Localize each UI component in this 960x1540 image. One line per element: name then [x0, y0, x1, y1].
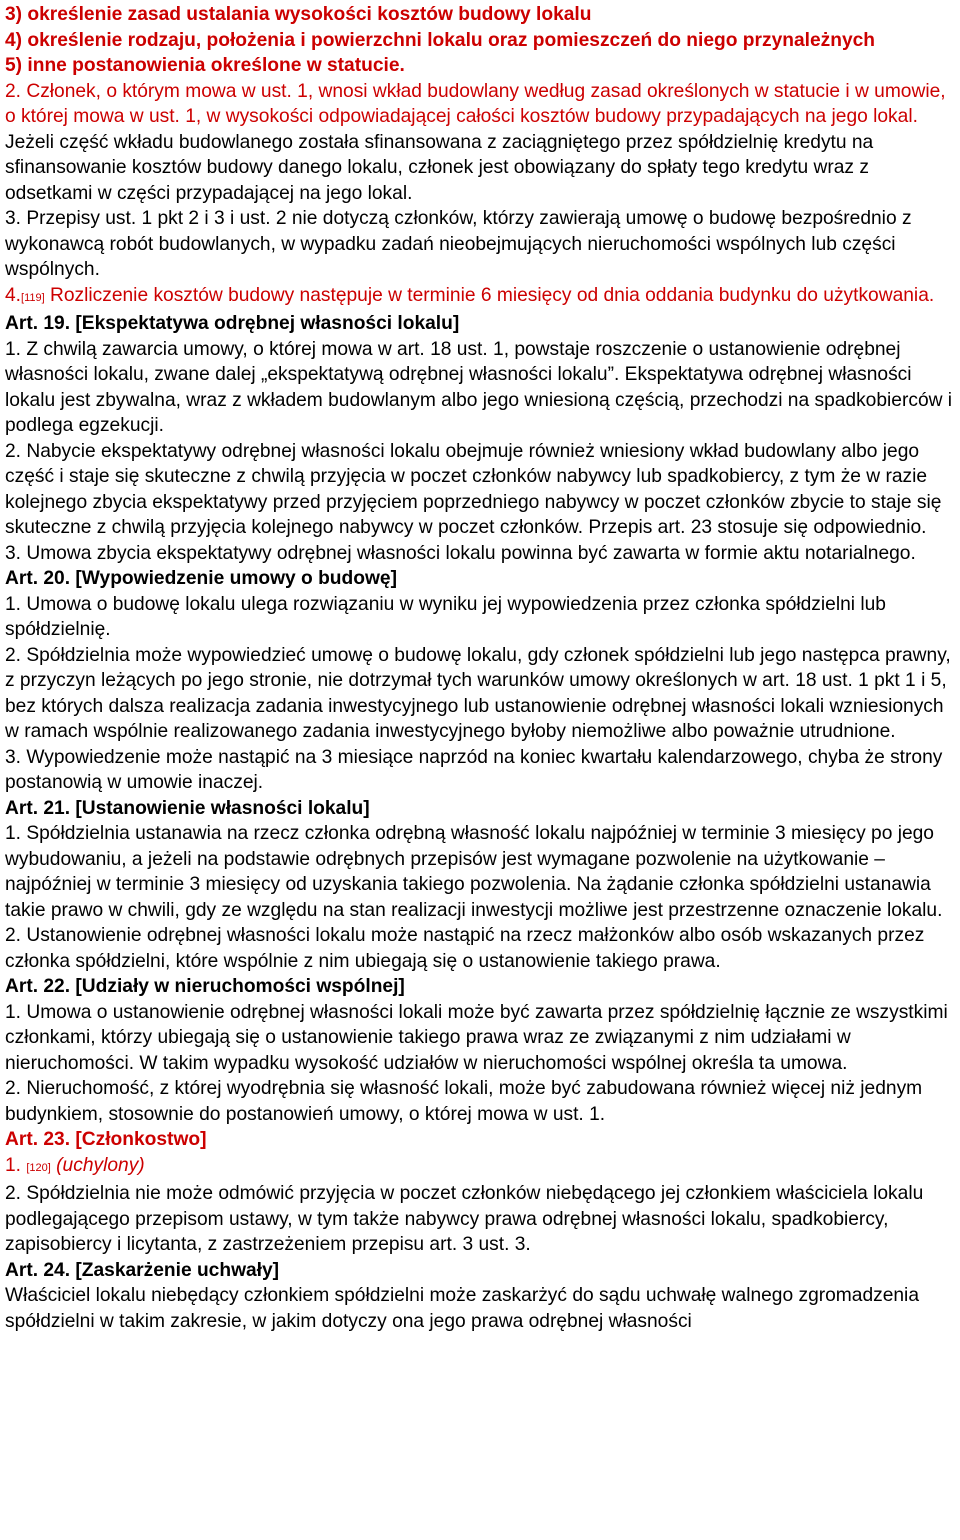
article-22-paragraph-1: 1. Umowa o ustanowienie odrębnej własności lokali może być zawarta przez spółdzielnię łącznie ze wszystkimi członkami, którzy ubiegają się o ustanowienie takiego prawa wraz ze związanymi z nim udziałami w nieruchomości. W takim wypadku wysokość udziałów w nieruchomości wspólnej określa ta umowa.	[5, 1001, 948, 1074]
article-20-paragraph-2: 2. Spółdzielnia może wypowiedzieć umowę o budowę lokalu, gdy członek spółdzielni lub jego następca prawny, z przyczyn leżących po jego stronie, nie dotrzymał tych warunków umowy określonych w art. 18 ust. 1 pkt 1 i 5, bez których dalsza realizacja zadania inwestycyjnego lub ustanowienie odrębnej własności lokali wzniesionych w ramach wspólnie realizowanego zadania inwestycyjnego byłoby niemożliwe albo poważnie utrudnione.	[5, 644, 951, 742]
paragraph-text: Rozliczenie kosztów budowy następuje w terminie 6 miesięcy od dnia oddania budynku do użytkowania.	[44, 284, 935, 306]
article-19-paragraph-2: 2. Nabycie ekspektatywy odrębnej własności lokalu obejmuje również wniesiony wkład budowlany albo jego część i staje się skuteczne z chwilą przyjęcia w poczet członków nabywcy lub spadkobiercy, z tym że w razie kolejnego zbycia ekspektatywy przed przyjęciem poprzedniego nabywcy w poczet członków zbycie to staje się skuteczne z chwilą przyjęcia kolejnego nabywcy w poczet członków. Przepis art. 23 stosuje się odpowiednio.	[5, 440, 942, 538]
article-21-paragraph-2: 2. Ustanowienie odrębnej własności lokalu może nastąpić na rzecz małżonków albo osób wskazanych przez członka spółdzielni, które wspólnie z nim ubiegają się o ustanowienie takiego prawa.	[5, 925, 925, 972]
article-21-heading: Art. 21. [Ustanowienie własności lokalu]	[5, 797, 370, 819]
list-item-5: 5) inne postanowienia określone w statucie.	[5, 55, 405, 76]
paragraph-number: 4.	[5, 284, 22, 306]
paragraph-ust-4	[5, 283, 956, 312]
paragraph-ust-2	[5, 79, 956, 207]
article-23-heading: Art. 23. [Członkostwo]	[5, 1129, 207, 1150]
article-20-heading: Art. 20. [Wypowiedzenie umowy o budowę]	[5, 568, 397, 589]
list-item-4: 4) określenie rodzaju, położenia i powierzchni lokalu oraz pomieszczeń do niego przynależnych	[5, 29, 876, 51]
article-19-paragraph-3: 3. Umowa zbycia ekspektatywy odrębnej własności lokalu powinna być zawarta w formie aktu notarialnego.	[5, 542, 916, 564]
article-22-heading: Art. 22. [Udziały w nieruchomości wspólnej]	[5, 976, 405, 997]
paragraph-text: Jeżeli część wkładu budowlanego została sfinansowana z zaciągniętego przez spółdzielnię kredytu na sfinansowanie kosztów budowy danego lokalu, członek jest obowiązany do spłaty tego kredytu wraz z odsetkami w części przypadającej na jego lokal.	[5, 131, 874, 204]
list-item-3: 3) określenie zasad ustalania wysokości kosztów budowy lokalu	[5, 4, 592, 25]
article-23-paragraph-2: 2. Spółdzielnia nie może odmówić przyjęcia w poczet członków niebędącego jej członkiem właściciela lokalu podlegającego przepisom ustawy, w tym także nabywcy prawa odrębnej własności lokalu, spadkobiercy, zapisobiercy i licytanta, z zastrzeżeniem przepisu art. 3 ust. 3.	[5, 1183, 924, 1255]
article-21-paragraph-1: 1. Spółdzielnia ustanawia na rzecz członka odrębną własność lokalu najpóźniej w terminie 3 miesięcy po jego wybudowaniu, a jeżeli na podstawie odrębnych przepisów jest wymagane pozwolenie na użytkowanie – najpóźniej w terminie 3 miesięcy od uzyskania takiego pozwolenia. Na żądanie członka spółdzielni ustanawia takie prawo w chwili, gdy ze względu na stan realizacji inwestycji możliwe jest przestrzenne oznaczenie lokalu.	[5, 823, 943, 921]
article-20-paragraph-3: 3. Wypowiedzenie może nastąpić na 3 miesiące naprzód na koniec kwartału kalendarzowego, chyba że strony postanowią w umowie inaczej.	[5, 746, 943, 793]
amended-text: 2. Członek, o którym mowa w ust. 1, wnosi wkład budowlany według zasad określonych w statucie i w umowie, o której mowa w ust. 1, w wysokości odpowiadającej całości kosztów budowy przypadających na jego lokal.	[5, 80, 946, 127]
article-24-heading: Art. 24. [Zaskarżenie uchwały]	[5, 1259, 280, 1281]
footnote-ref-120[interactable]: [120]	[26, 1161, 51, 1174]
article-19-heading: Art. 19. [Ekspektatywa odrębnej własności lokalu]	[5, 313, 460, 334]
article-24-paragraph-1: Właściciel lokalu niebędący członkiem spółdzielni może zaskarżyć do sądu uchwałę walnego zgromadzenia spółdzielni w takim zakresie, w jakim dotyczy ona jego prawa odrębnej własności	[5, 1285, 919, 1332]
paragraph-ust-3: 3. Przepisy ust. 1 pkt 2 i 3 i ust. 2 nie dotyczą członków, którzy zawierają umowę o budowę bezpośrednio z wykonawcą robót budowlanych, w wypadku zadań nieobejmujących nieruchomości wspólnych lub części wspólnych.	[5, 208, 912, 280]
article-19-paragraph-1: 1. Z chwilą zawarcia umowy, o której mowa w art. 18 ust. 1, powstaje roszczenie o ustanowienie odrębnej własności lokalu, zwane dalej „ekspektatywą odrębnej własności lokalu”. Ekspektatywa odrębnej własności lokalu jest zbywalna, wraz z wkładem budowlanym albo jego wniesioną częścią, przechodzi na spadkobierców i podlega egzekucji.	[5, 338, 953, 436]
article-20-paragraph-1: 1. Umowa o budowę lokalu ulega rozwiązaniu w wyniku jej wypowiedzenia przez członka spółdzielni lub spółdzielnię.	[5, 593, 886, 640]
footnote-ref-119[interactable]: [119]	[21, 291, 45, 304]
article-23-paragraph-1	[5, 1153, 956, 1182]
article-22-paragraph-2: 2. Nieruchomość, z której wyodrębnia się własność lokali, może być zabudowana również więcej niż jednym budynkiem, stosownie do postanowień umowy, o której mowa w ust. 1.	[5, 1078, 923, 1125]
paragraph-number: 1.	[5, 1154, 22, 1176]
repealed-note: (uchylony)	[56, 1154, 145, 1176]
